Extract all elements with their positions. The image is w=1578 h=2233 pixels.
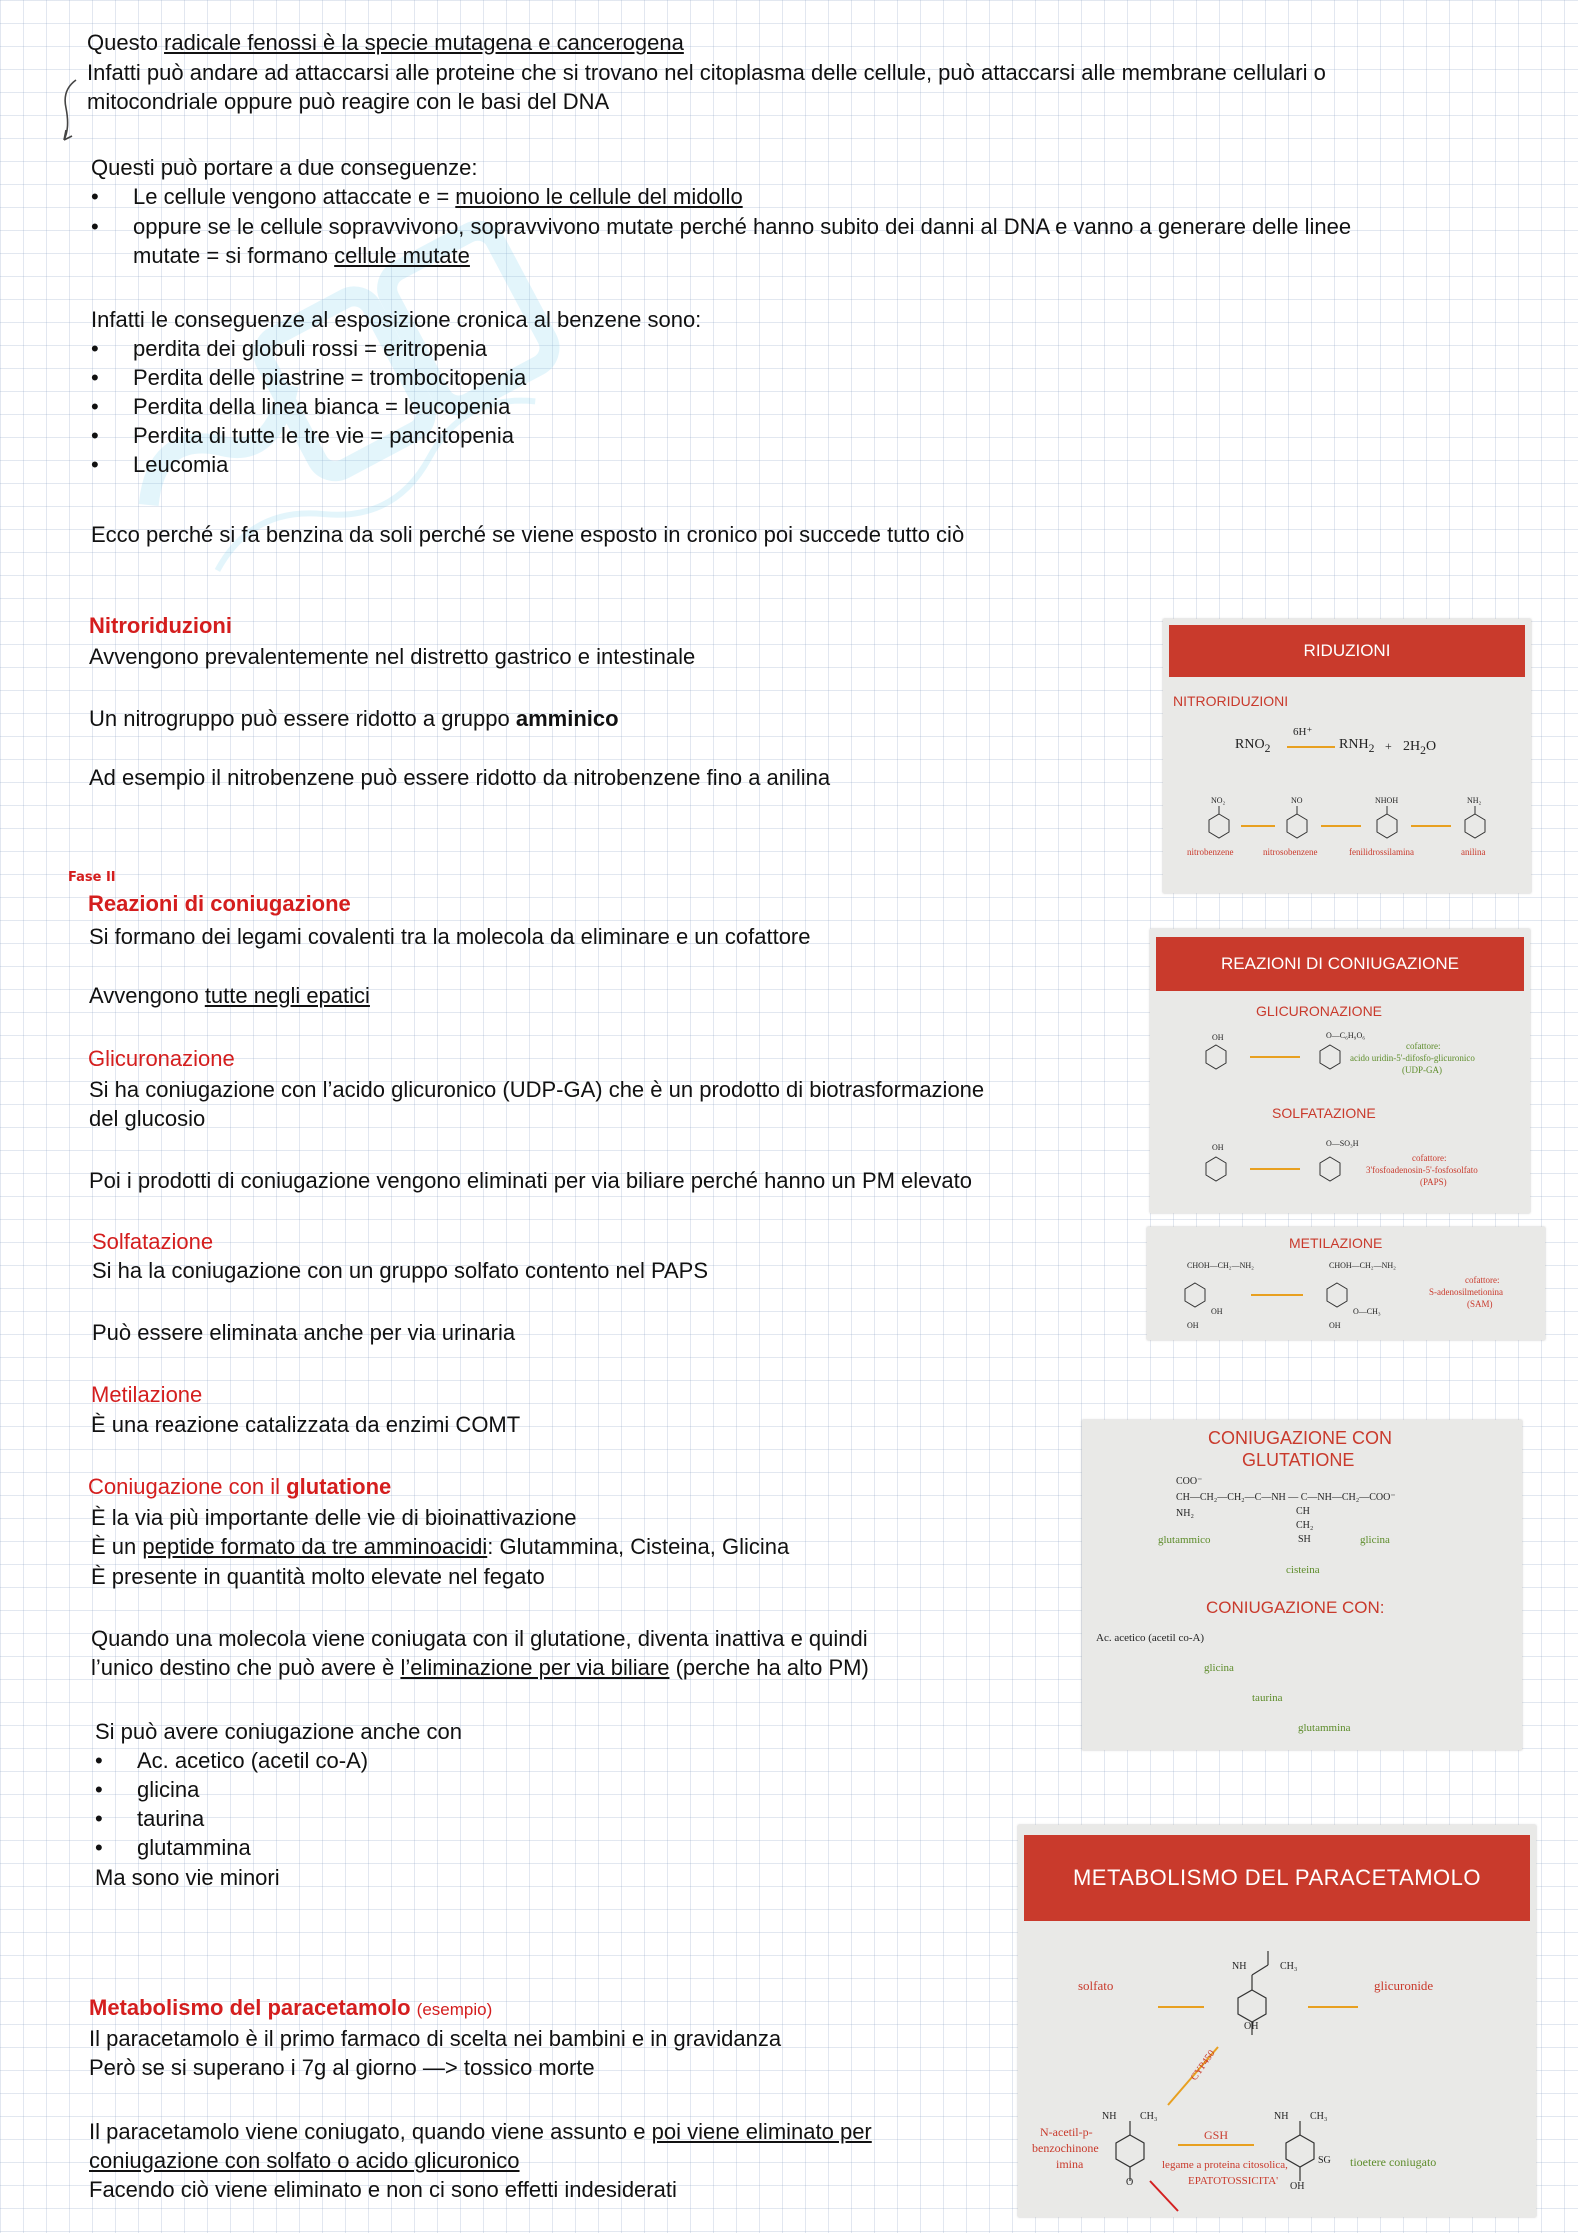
text-line: Infatti può andare ad attaccarsi alle proteine che si trovano nel citoplasma delle cellule, può attaccarsi alle membrane cellulari o xyxy=(87,60,1326,85)
molecule-label: NO xyxy=(1291,796,1303,805)
text-line: Può essere eliminata anche per via urinaria xyxy=(92,1320,516,1345)
slide-reazioni-coniugazione xyxy=(1150,929,1530,1213)
text-line: Si formano dei legami covalenti tra la molecola da eliminare e un cofattore xyxy=(89,924,811,949)
text-line: È presente in quantità molto elevate nel fegato xyxy=(91,1564,545,1589)
hand-drawn-arrow-icon xyxy=(58,78,82,148)
slide-title: CONIUGAZIONE CON: xyxy=(1206,1598,1385,1617)
cofactor-label: (PAPS) xyxy=(1420,1177,1447,1187)
molecule-label: OH xyxy=(1212,1033,1224,1042)
molecule-label: O—SO₃H xyxy=(1326,1139,1359,1148)
text-line: Si ha la coniugazione con un gruppo solfato contento nel PAPS xyxy=(92,1258,709,1283)
molecule-name: nitrobenzene xyxy=(1187,847,1234,857)
cofactor-label: acido uridin-5'-difosfo-glicuronico xyxy=(1350,1053,1475,1063)
text-line: Però se si superano i 7g al giorno —> tossico morte xyxy=(89,2055,595,2080)
molecule-label: CH₃ xyxy=(1140,2111,1158,2122)
text-line: Si ha coniugazione con l’acido glicuronico (UDP-GA) che è un prodotto di biotrasformazione xyxy=(89,1077,985,1102)
molecule-label: OH xyxy=(1329,1321,1341,1330)
text-line: Ma sono vie minori xyxy=(95,1865,280,1890)
subsection-heading: Coniugazione con il glutatione xyxy=(88,1474,392,1499)
enzyme-label: CYP450 xyxy=(1188,2048,1218,2083)
formula-label: CH xyxy=(1296,1506,1310,1517)
slide-subtitle: SOLFATAZIONE xyxy=(1272,1105,1376,1121)
text-line: Si può avere coniugazione anche con xyxy=(95,1719,462,1744)
molecule-label: CHOH—CH₂—NH₂ xyxy=(1329,1261,1396,1270)
slide-formula: $2H_2O$ xyxy=(1403,739,1437,757)
slide-riduzioni xyxy=(1163,619,1531,893)
molecule-name: anilina xyxy=(1461,847,1486,857)
text-line: Avvengono tutte negli epatici xyxy=(89,983,370,1008)
cofactor-label: cofattore: xyxy=(1406,1041,1441,1051)
text-line: Il paracetamolo è il primo farmaco di scelta nei bambini e in gravidanza xyxy=(89,2026,782,2051)
molecule-label: OH xyxy=(1290,2181,1305,2192)
subsection-heading: Solfatazione xyxy=(92,1229,214,1254)
molecule-label: CHOH—CH₂—NH₂ xyxy=(1187,1261,1254,1270)
slide-formula: + xyxy=(1385,739,1392,753)
text-line: Questo radicale fenossi è la specie mutagena e cancerogena xyxy=(87,30,684,55)
formula-label: SH xyxy=(1298,1534,1311,1545)
section-heading: Reazioni di coniugazione xyxy=(88,891,351,916)
molecule-label: NH xyxy=(1102,2111,1117,2122)
molecule-label: NH xyxy=(1274,2111,1289,2122)
molecule-label: O—CH₃ xyxy=(1353,1307,1381,1316)
molecule-label: O—C₆H₉O₆ xyxy=(1326,1031,1366,1040)
phase-label: Fase II xyxy=(68,870,116,885)
molecule-label: O xyxy=(1126,2177,1134,2188)
molecule-label: CH₃ xyxy=(1310,2111,1328,2122)
molecule-label: NO₂ xyxy=(1211,796,1226,805)
product-label: tioetere coniugato xyxy=(1350,2155,1437,2169)
slide-title: CONIUGAZIONE CON xyxy=(1208,1428,1393,1448)
pathway-label: glicuronide xyxy=(1374,1978,1434,1993)
slide-subtitle: GLICURONAZIONE xyxy=(1256,1003,1383,1019)
text-line: Un nitrogruppo può essere ridotto a gruppo amminico xyxy=(89,706,619,731)
molecule-label: NH xyxy=(1232,1961,1247,1972)
amino-acid-label: glicina xyxy=(1360,1534,1390,1546)
formula-label: CH—CH₂—CH₂—C—NH — C—NH—CH₂—COO⁻ xyxy=(1176,1492,1396,1503)
slide-banner: METABOLISMO DEL PARACETAMOLO xyxy=(1024,1835,1530,1921)
pathway-label: solfato xyxy=(1078,1978,1114,1993)
text-line: Poi i prodotti di coniugazione vengono eliminati per via biliare perché hanno un PM elevato xyxy=(89,1168,972,1193)
cofactor-label: cofattore: xyxy=(1465,1275,1500,1285)
reaction-arrow xyxy=(1287,746,1335,748)
text-line: Ad esempio il nitrobenzene può essere ridotto da nitrobenzene fino a anilina xyxy=(89,765,831,790)
text-line: Ecco perché si fa benzina da soli perché se viene esposto in cronico poi succede tutto ciò xyxy=(91,522,965,547)
molecule-label: SG xyxy=(1318,2155,1331,2166)
slide-formula: 6H⁺ xyxy=(1293,726,1313,738)
molecule-name: nitrosobenzene xyxy=(1263,847,1318,857)
molecule-label: OH xyxy=(1211,1307,1223,1316)
product-label: imina xyxy=(1056,2157,1084,2171)
molecule-label: OH xyxy=(1187,1321,1199,1330)
formula-label: NH₂ xyxy=(1176,1508,1194,1519)
text-line: mitocondriale oppure può reagire con le basi del DNA xyxy=(87,89,610,114)
molecule-label: NHOH xyxy=(1375,796,1399,805)
molecule-label: CH₃ xyxy=(1280,1961,1298,1972)
formula-label: COO⁻ xyxy=(1176,1476,1203,1487)
enzyme-label: GSH xyxy=(1204,2128,1229,2142)
molecule-name: fenilidrossilamina xyxy=(1349,847,1414,857)
section-heading: Nitroriduzioni xyxy=(89,613,232,638)
amino-acid-label: glutammico xyxy=(1158,1534,1211,1546)
text-line: mutate = si formano cellule mutate xyxy=(133,243,470,268)
slide-formula: $RNO_2$ xyxy=(1235,737,1271,755)
text-line: Il paracetamolo viene coniugato, quando viene assunto e poi viene eliminato per xyxy=(89,2119,872,2144)
product-label: N-acetil-p- xyxy=(1040,2125,1093,2139)
slide-banner: REAZIONI DI CONIUGAZIONE xyxy=(1156,937,1524,991)
conjugate-label: Ac. acetico (acetil co-A) xyxy=(1096,1632,1205,1644)
conjugate-label: taurina xyxy=(1252,1692,1283,1704)
formula-label: CH₂ xyxy=(1296,1520,1314,1531)
slide-coniugazione-glutatione xyxy=(1082,1420,1522,1750)
slide-metabolismo-paracetamolo xyxy=(1018,1825,1536,2217)
text-line: Questi può portare a due conseguenze: xyxy=(91,155,478,180)
cofactor-label: S-adenosilmetionina xyxy=(1429,1287,1503,1297)
slide-title: GLUTATIONE xyxy=(1242,1450,1355,1470)
slide-metilazione xyxy=(1147,1227,1545,1340)
effect-label: EPATOTOSSICITA' xyxy=(1188,2175,1279,2187)
text-line: È una reazione catalizzata da enzimi COMT xyxy=(91,1412,521,1437)
molecule-label: NH₂ xyxy=(1467,796,1482,805)
molecule-label: OH xyxy=(1212,1143,1224,1152)
text-line: Infatti le conseguenze al esposizione cronica al benzene sono: xyxy=(91,307,702,332)
amino-acid-label: cisteina xyxy=(1286,1564,1320,1576)
slide-subtitle: NITRORIDUZIONI xyxy=(1173,693,1289,709)
text-line: Avvengono prevalentemente nel distretto gastrico e intestinale xyxy=(89,644,696,669)
molecule-label: OH xyxy=(1244,2021,1259,2032)
paracetamol-pathway-diagram xyxy=(1018,1935,1536,2215)
conjugate-label: glutammina xyxy=(1298,1722,1351,1734)
effect-label: legame a proteina citosolica, xyxy=(1162,2159,1288,2171)
text-line: del glucosio xyxy=(89,1106,206,1131)
text-line: È un peptide formato da tre amminoacidi: Glutammina, Cisteina, Glicina xyxy=(91,1534,790,1559)
slide-subtitle: METILAZIONE xyxy=(1289,1235,1383,1251)
slide-formula: $RNH_2$ xyxy=(1339,737,1375,755)
slide-banner: RIDUZIONI xyxy=(1169,625,1525,677)
text-line: Quando una molecola viene coniugata con il glutatione, diventa inattiva e quindi xyxy=(91,1626,868,1651)
subsection-heading: Metilazione xyxy=(91,1382,203,1407)
text-line: È la via più importante delle vie di bioinattivazione xyxy=(91,1505,577,1530)
text-line: coniugazione con solfato o acido glicuronico xyxy=(89,2148,520,2173)
cofactor-label: cofattore: xyxy=(1412,1153,1447,1163)
subsection-heading: Glicuronazione xyxy=(88,1046,235,1071)
text-line: l’unico destino che può avere è l’eliminazione per via biliare (perche ha alto PM) xyxy=(91,1655,869,1680)
cofactor-label: (UDP-GA) xyxy=(1402,1065,1442,1075)
section-heading: Metabolismo del paracetamolo (esempio) xyxy=(89,1995,493,2020)
product-label: benzochinone xyxy=(1032,2141,1099,2155)
cofactor-label: 3'fosfoadenosin-5'-fosfosolfato xyxy=(1366,1165,1478,1175)
cofactor-label: (SAM) xyxy=(1467,1299,1493,1309)
text-line: Facendo ciò viene eliminato e non ci sono effetti indesiderati xyxy=(89,2177,677,2202)
conjugate-label: glicina xyxy=(1204,1662,1234,1674)
